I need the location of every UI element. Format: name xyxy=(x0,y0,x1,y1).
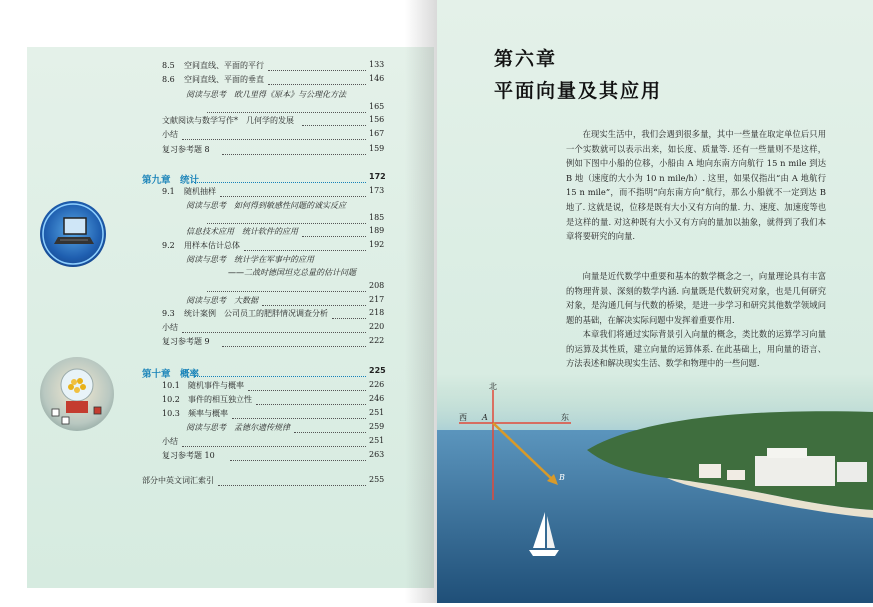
point-a-label: A xyxy=(482,413,488,422)
toc-page-number: 220 xyxy=(369,322,385,331)
toc-entry[interactable] xyxy=(203,213,400,227)
lottery-machine-illustration xyxy=(40,357,114,431)
toc-page-number: 225 xyxy=(369,366,386,375)
harbor-photo xyxy=(437,382,873,603)
toc-label: 阅读与思考 大数据 xyxy=(186,296,258,305)
toc-page-number: 159 xyxy=(369,144,385,153)
toc-entry[interactable] xyxy=(162,336,400,350)
toc-entry[interactable] xyxy=(142,475,400,489)
toc-entry[interactable] xyxy=(162,74,400,88)
toc-page-number: 146 xyxy=(369,74,385,83)
toc-page-number: 173 xyxy=(369,186,385,195)
toc-leader-dots xyxy=(194,366,366,377)
toc-section-number: 9.3 xyxy=(162,309,175,318)
toc-label: 空间直线、平面的平行 xyxy=(184,61,264,70)
chapter-title: 平面向量及其应用 xyxy=(494,80,663,102)
toc-page-number: 263 xyxy=(369,450,385,459)
toc-section-number: 10.3 xyxy=(162,409,180,418)
toc-label: 第九章 统计 xyxy=(142,175,200,186)
toc-entry[interactable] xyxy=(162,436,400,450)
toc-page-number: 189 xyxy=(369,226,385,235)
toc-entry[interactable] xyxy=(162,394,400,408)
toc-leader-dots xyxy=(230,450,366,461)
toc-leader-dots xyxy=(207,213,366,224)
toc-page-number: 208 xyxy=(369,281,385,290)
toc-label: 阅读与思考 如何得到敏感性问题的诚实反应 xyxy=(186,201,346,210)
toc-label: 复习参考题 8 xyxy=(162,145,210,154)
west-label: 西 xyxy=(459,413,467,422)
toc-page-number: 133 xyxy=(369,60,385,69)
toc-label: 随机事件与概率 xyxy=(188,381,244,390)
toc-leader-dots xyxy=(182,322,366,333)
page-gutter xyxy=(405,0,437,603)
toc-entry[interactable] xyxy=(162,240,400,254)
toc-label: 复习参考题 10 xyxy=(162,451,215,460)
toc-page-number: 251 xyxy=(369,436,385,445)
toc-label: 小结 xyxy=(162,437,178,446)
toc-entry[interactable] xyxy=(186,295,400,309)
toc-label: 阅读与思考 统计学在军事中的应用 xyxy=(186,255,314,264)
toc-label: 阅读与思考 欧几里得《原本》与公理化方法 xyxy=(186,90,346,99)
toc-section-number: 9.2 xyxy=(162,241,175,250)
toc-leader-dots xyxy=(244,240,366,251)
chapter-number: 第六章 xyxy=(494,48,558,70)
toc-page-number: 259 xyxy=(369,422,385,431)
toc-entry[interactable] xyxy=(186,226,400,240)
toc-page-number: 165 xyxy=(369,102,385,111)
toc-page-number: 251 xyxy=(369,408,385,417)
toc-label: 部分中英文词汇索引 xyxy=(142,476,214,485)
toc-label: 复习参考题 9 xyxy=(162,337,210,346)
toc-leader-dots xyxy=(218,475,366,486)
toc-label: 统计案例 公司员工的肥胖情况调查分析 xyxy=(184,309,328,318)
toc-label: ——二战时德国坦克总量的估计问题 xyxy=(228,268,356,277)
toc-page-number: 192 xyxy=(369,240,385,249)
toc-section-number: 8.5 xyxy=(162,61,175,70)
toc-leader-dots xyxy=(222,336,366,347)
toc-section-number: 10.1 xyxy=(162,381,180,390)
laptop-illustration xyxy=(40,201,106,267)
toc-label: 信息技术应用 统计软件的应用 xyxy=(186,227,298,236)
toc-leader-dots xyxy=(256,394,366,405)
toc-entry[interactable] xyxy=(162,60,400,74)
toc-entry[interactable] xyxy=(162,322,400,336)
toc-leader-dots xyxy=(268,74,366,85)
intro-paragraph-1: 在现实生活中，我们会遇到很多量，其中一些量在取定单位后只用一个实数就可以表示出来，如长度、质量等. 还有一些量则不是这样，例如下图中小船的位移，小船由 A 地向东南方向航行 15 n mile 到达 B 地（速度的大小为 10 n mile/h）. 这里，如果仅指出“由 A 地航行 15 n mile”，而不指明“向东南方向”航行，那么小船就不一定到达 B 地了. 这就是说，位移是既有大小又有方向的量. 力、速度、加速度等也是这样的量. 对这种既有大小又有方向的量加以抽象，就得到了我们本章将要研究的向量. xyxy=(566,129,826,242)
toc-section-number: 9.1 xyxy=(162,187,175,196)
toc-leader-dots xyxy=(182,436,366,447)
toc-leader-dots xyxy=(268,60,366,71)
point-b-label: B xyxy=(559,473,565,482)
toc-leader-dots xyxy=(207,281,366,292)
east-label: 东 xyxy=(561,413,569,422)
toc-chapter-heading[interactable] xyxy=(142,366,400,380)
toc-leader-dots xyxy=(302,115,366,126)
toc-label: 随机抽样 xyxy=(184,187,216,196)
toc-leader-dots xyxy=(232,408,366,419)
toc-entry[interactable] xyxy=(203,102,400,116)
toc-label: 用样本估计总体 xyxy=(184,241,240,250)
toc-leader-dots xyxy=(207,102,366,113)
toc-section-number: 10.2 xyxy=(162,395,180,404)
toc-leader-dots xyxy=(194,172,366,183)
toc-label: 事件的相互独立性 xyxy=(188,395,252,404)
toc-page-number: 218 xyxy=(369,308,385,317)
toc-leader-dots xyxy=(294,422,366,433)
toc-entry[interactable] xyxy=(162,408,400,422)
toc-leader-dots xyxy=(302,226,366,237)
toc-page-number: 222 xyxy=(369,336,385,345)
intro-paragraph-2: 向量是近代数学中重要和基本的数学概念之一，向量理论具有丰富的物理背景、深刻的数学内涵. 向量既是代数研究对象，也是几何研究对象，是沟通几何与代数的桥梁，是进一步学习和研究其他数学领域问题的基础，在解决实际问题中发挥着重要作用. xyxy=(566,271,826,325)
toc-entry[interactable] xyxy=(162,129,400,143)
north-label: 北 xyxy=(489,382,497,391)
toc-entry[interactable] xyxy=(162,450,400,464)
toc-page-number: 156 xyxy=(369,115,385,124)
toc-entry[interactable] xyxy=(162,186,400,200)
toc-chapter-heading[interactable] xyxy=(142,172,400,186)
toc-entry[interactable] xyxy=(186,89,400,103)
toc-leader-dots xyxy=(222,144,366,155)
toc-page-number: 217 xyxy=(369,295,385,304)
toc-page-number: 246 xyxy=(369,394,385,403)
toc-leader-dots xyxy=(220,186,366,197)
toc-page-number: 185 xyxy=(369,213,385,222)
toc-leader-dots xyxy=(248,380,366,391)
intro-paragraph-3: 本章我们将通过实际背景引入向量的概念，类比数的运算学习向量的运算及其性质，建立向量的运算体系. 在此基础上，用向量的语言、方法表述和解决现实生活、数学和物理中的一些问题. xyxy=(566,329,826,369)
toc-entry[interactable] xyxy=(162,308,400,322)
toc-section-number: 8.6 xyxy=(162,75,175,84)
toc-label: 第十章 概率 xyxy=(142,369,200,380)
toc-entry[interactable] xyxy=(186,254,400,268)
toc-page-number: 226 xyxy=(369,380,385,389)
toc-entry[interactable] xyxy=(186,200,400,214)
toc-leader-dots xyxy=(182,129,366,140)
toc-label: 空间直线、平面的垂直 xyxy=(184,75,264,84)
toc-leader-dots xyxy=(262,295,366,306)
toc-leader-dots xyxy=(332,308,366,319)
toc-entry[interactable] xyxy=(162,115,400,129)
toc-label: 阅读与思考 孟德尔遗传规律 xyxy=(186,423,290,432)
toc-entry[interactable] xyxy=(186,422,400,436)
toc-entry[interactable] xyxy=(203,281,400,295)
toc-label: 小结 xyxy=(162,130,178,139)
toc-entry[interactable] xyxy=(162,380,400,394)
toc-label: 小结 xyxy=(162,323,178,332)
toc-label: 频率与概率 xyxy=(188,409,228,418)
toc-entry[interactable] xyxy=(162,144,400,158)
building xyxy=(755,456,835,486)
toc-page-number: 255 xyxy=(369,475,385,484)
toc-page-number: 172 xyxy=(369,172,386,181)
toc-page-number: 167 xyxy=(369,129,385,138)
toc-entry[interactable] xyxy=(228,267,400,281)
toc-label: 文献阅读与数学写作* 几何学的发展 xyxy=(162,116,294,125)
